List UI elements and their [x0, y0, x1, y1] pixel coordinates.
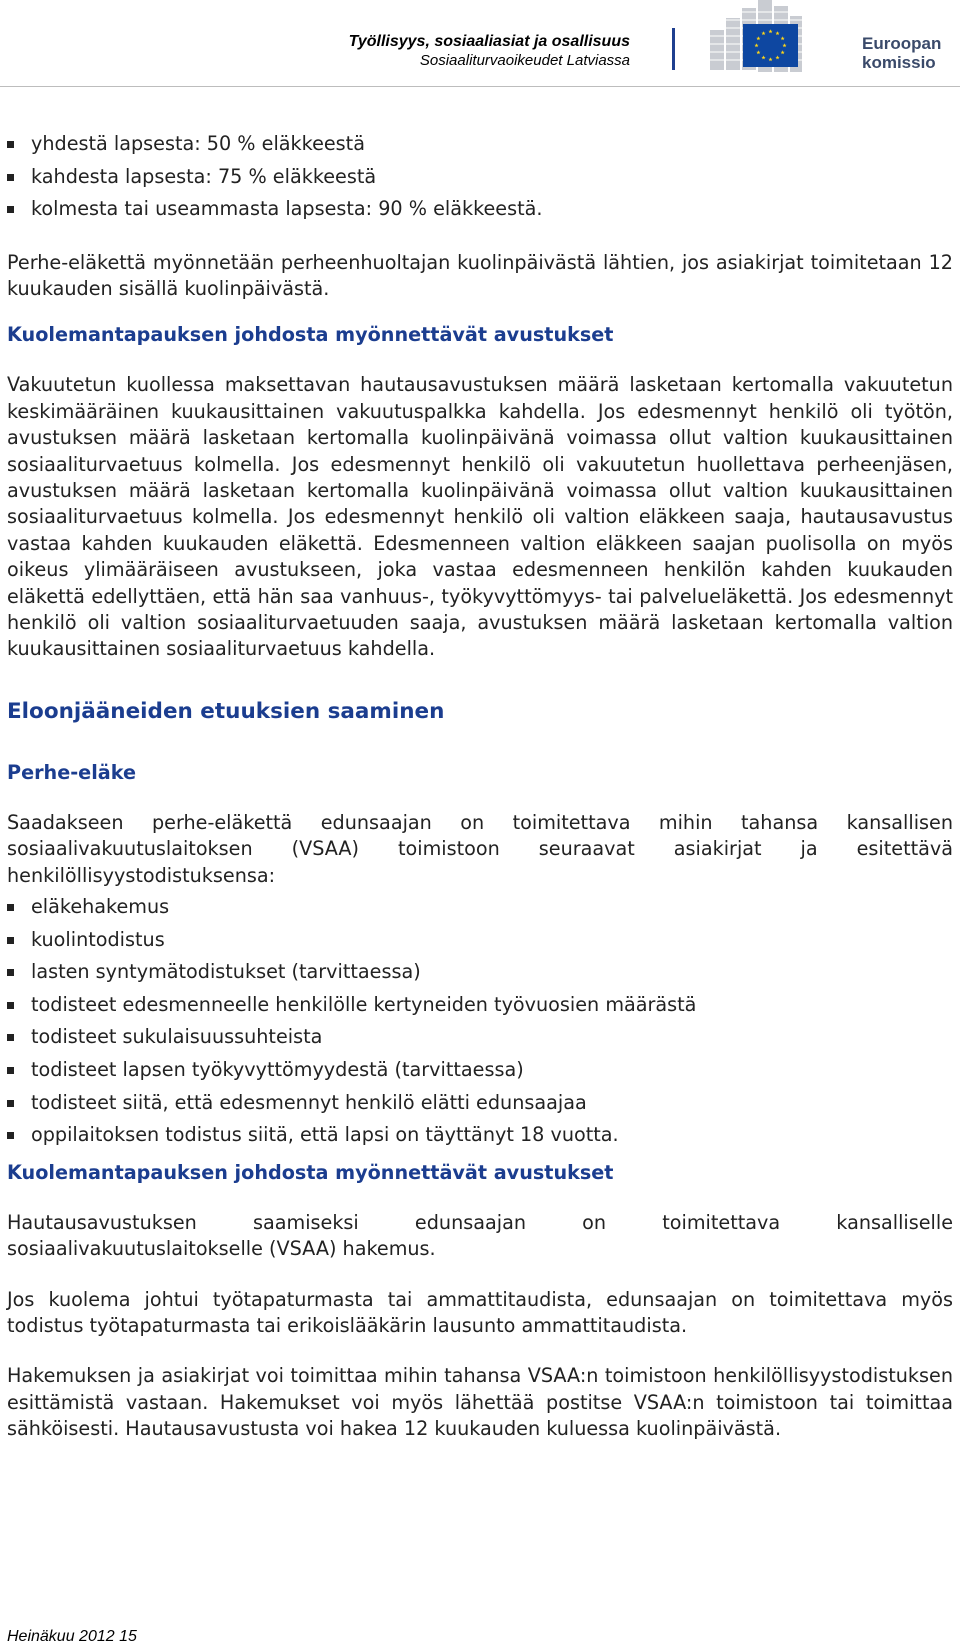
list-item: lasten syntymätodistukset (tarvittaessa): [7, 956, 953, 989]
paragraph-avustukset-1: Vakuutetun kuollessa maksettavan hautausavustuksen määrä lasketaan kertomalla vakuutetun keskimääräinen kuukausittainen vakuutuspalkka kahdella. Jos edesmennyt henkilö oli työtön, avustuksen määrä lasketaan kertomalla kuolinpäivänä voimassa ollut valtion kuukausittainen sosiaaliturvaetuus kolmella. Jos edesmennyt henkilö oli vakuutetun huollettava perheenjäsen, avustuksen määrä lasketaan kertomalla kuolinpäivänä voimassa ollut valtion kuukausittainen sosiaaliturvaetuus kolmella. Jos edesmennyt henkilö oli valtion eläkkeen saaja, hautausavustus vastaa kahden kuukauden eläkettä. Edesmenneen valtion eläkkeen saajan puolisolla on myös oikeus ylimääräiseen avustukseen, joka vastaa edesmenneen henkilön kahden kuukauden eläkettä edellyttäen, että hän saa vanhuus-, työkyvyttömyys- tai palveluеläkettä. Jos edesmennyt henkilö oli valtion sosiaaliturvaetuuden saaja, avustuksen määrä lasketaan kertomalla valtion kuukausittainen sosiaaliturvaetuus kahdella.: [7, 373, 953, 661]
benefit-percent-list: [7, 128, 953, 226]
list-item: todisteet lapsen työkyvyttömyydestä (tarvittaessa): [7, 1054, 953, 1087]
page-header: [0, 0, 960, 82]
paragraph-perhe-elake: Perhe-eläkettä myönnetään perheenhuoltajan kuolinpäivästä lähtien, jos asiakirjat toimitetaan 12 kuukauden sisällä kuolinpäivästä.: [7, 250, 953, 300]
list-item: todisteet siitä, että edesmennyt henkilö elätti edunsaajaa: [7, 1087, 953, 1120]
ec-wordmark: [862, 34, 941, 72]
list-item: oppilaitoksen todistus siitä, että lapsi on täyttänyt 18 vuotta.: [7, 1119, 953, 1152]
list-item: kolmesta tai useammasta lapsesta: 90 % eläkkeestä.: [7, 193, 953, 226]
list-item: todisteet edesmenneelle henkilölle kertyneiden työvuosien määrästä: [7, 989, 953, 1022]
document-body: [7, 128, 953, 1443]
ec-line2: komissio: [862, 53, 936, 72]
paragraph-tyotapaturma: Jos kuolema johtui työtapaturmasta tai ammattitaudista, edunsaajan on toimitettava myös todistus työtapaturmasta tai erikoislääkärin lausunto ammattitaudista.: [7, 1287, 953, 1337]
list-item: eläkehakemus: [7, 891, 953, 924]
list-item: yhdestä lapsesta: 50 % eläkkeestä: [7, 128, 953, 161]
section-heading: Eloonjääneiden etuuksien saaminen: [7, 698, 445, 724]
header-divider: [672, 28, 675, 70]
eu-flag-icon: [743, 24, 798, 67]
list-item: kahdesta lapsesta: 75 % eläkkeestä: [7, 161, 953, 194]
dg-name: Työllisyys, sosiaaliasiat ja osallisuus: [348, 33, 630, 50]
page-footer: Heinäkuu 2012 15: [7, 1628, 137, 1645]
dg-title: [349, 32, 630, 70]
list-item: kuolintodistus: [7, 924, 953, 957]
required-documents-list: [7, 891, 953, 1152]
paragraph-saadakseen: Saadakseen perhe-eläkettä edunsaajan on toimitettava mihin tahansa kansallisen sosiaalivakuutuslaitoksen (VSAA) toimistoon seuraavat asiakirjat ja esitettävä henkilöllisyystodistuksensa:: [7, 810, 953, 887]
list-item: todisteet sukulaisuussuhteista: [7, 1021, 953, 1054]
paragraph-hautausavustus: Hautausavustuksen saamiseksi edunsaajan on toimitettava kansalliselle sosiaalivakuutuslaitokselle (VSAA) hakemus.: [7, 1210, 953, 1261]
ec-line1: Euroopan: [862, 34, 942, 53]
heading-perhe-elake: Perhe-eläke: [7, 760, 136, 784]
paragraph-hakemuksen: Hakemuksen ja asiakirjat voi toimittaa mihin tahansa VSAA:n toimistoon henkilöllisyystodistuksen esittämistä vastaan. Hakemukset voi myös lähettää postitse VSAA:n toimistoon tai toimittaa sähköisesti. Hautausavustusta voi hakea 12 kuukauden kuluessa kuolinpäivästä.: [7, 1364, 953, 1441]
heading-avustukset-1: Kuolemantapauksen johdosta myönnettävät avustukset: [7, 323, 614, 347]
document-title: Sosiaaliturvaoikeudet Latviassa: [419, 52, 630, 69]
header-rule: [0, 86, 960, 87]
heading-avustukset-2: Kuolemantapauksen johdosta myönnettävät avustukset: [7, 1160, 614, 1184]
